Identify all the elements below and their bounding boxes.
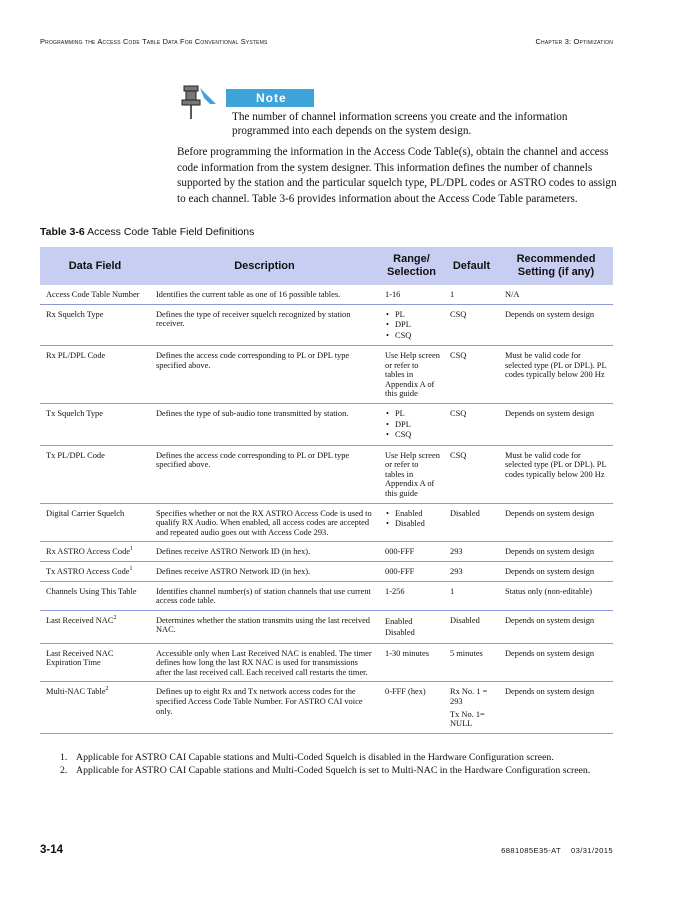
cell-default: CSQ [444, 404, 499, 446]
header-recommended: Recommended Setting (if any) [499, 247, 613, 285]
cell-data-field [40, 561, 150, 581]
table-row [40, 285, 613, 304]
header-data-field: Data Field [40, 247, 150, 285]
footnote-1-text: Applicable for ASTRO CAI Capable stations and Multi-Coded Squelch is disabled in the Hardware Configuration screen. [76, 752, 554, 763]
table-row [40, 581, 613, 610]
cell-range [379, 404, 444, 446]
push-pin-icon [170, 84, 218, 124]
table-caption-title: Access Code Table Field Definitions [87, 226, 255, 238]
cell-default: CSQ [444, 346, 499, 404]
table-body [40, 285, 613, 733]
range-option: • CSQ [385, 331, 440, 342]
cell-data-field [40, 682, 150, 733]
cell-data-field [40, 404, 150, 446]
running-header-left [40, 37, 268, 46]
cell-description: Defines receive ASTRO Network ID (in hex). [150, 561, 379, 581]
table-row [40, 542, 613, 562]
cell-recommended: Depends on system design [499, 610, 613, 643]
table-row [40, 445, 613, 503]
range-option: • CSQ [385, 430, 440, 441]
cell-range: 1-30 minutes [379, 643, 444, 682]
table-caption-number: Table 3-6 [40, 226, 85, 238]
cell-default: 1 [444, 285, 499, 304]
field-name: Digital Carrier Squelch [46, 508, 125, 518]
cell-description: Defines up to eight Rx and Tx network access codes for the specified Access Code Table Number. For ASTRO CAI voice only. [150, 682, 379, 733]
header-right-text: Chapter 3: Optimization [535, 37, 613, 46]
field-name: Channels Using This Table [46, 586, 137, 596]
cell-default: CSQ [444, 445, 499, 503]
cell-recommended: Depends on system design [499, 643, 613, 682]
cell-description: Defines the access code corresponding to PL or DPL type specified above. [150, 445, 379, 503]
table-row [40, 610, 613, 643]
cell-data-field [40, 581, 150, 610]
cell-range: 000-FFF [379, 561, 444, 581]
page-number: 3-14 [40, 844, 64, 856]
range-options-list [385, 310, 440, 342]
field-name: Access Code Table Number [46, 290, 140, 299]
default-line: Rx No. 1 = 293 [450, 687, 488, 707]
field-name: Last Received NAC Expiration Time [46, 648, 114, 668]
field-name: Rx Squelch Type [46, 309, 104, 319]
field-name: Tx PL/DPL Code [46, 450, 105, 460]
table-row [40, 561, 613, 581]
header-left-text: Programming the Access Code Table Data For Conventional Systems [40, 37, 268, 46]
table-row [40, 643, 613, 682]
cell-range: Use Help screen or refer to tables in Appendix A of this guide [379, 445, 444, 503]
cell-range: Use Help screen or refer to tables in Appendix A of this guide [379, 346, 444, 404]
cell-description: Defines receive ASTRO Network ID (in hex). [150, 542, 379, 562]
cell-default: 5 minutes [444, 643, 499, 682]
footnote-ref: 2 [105, 686, 109, 693]
field-name: Multi-NAC Table [46, 687, 106, 697]
cell-default: Disabled [444, 610, 499, 643]
cell-range: 1-16 [379, 285, 444, 304]
cell-range [379, 304, 444, 346]
cell-default: 1 [444, 581, 499, 610]
range-options-list [385, 409, 440, 441]
default-line: Tx No. 1= NULL [450, 709, 485, 729]
footnote-ref: 2 [113, 614, 117, 621]
footnote-2 [60, 764, 600, 777]
cell-default: CSQ [444, 304, 499, 346]
footnote-1 [60, 751, 600, 764]
cell-default [444, 682, 499, 733]
footnote-2-number: 2. [60, 765, 68, 776]
cell-default: Disabled [444, 503, 499, 542]
header-default: Default [444, 247, 499, 285]
footnote-2-text: Applicable for ASTRO CAI Capable stations and Multi-Coded Squelch is set to Multi-NAC in the Hardware Configuration screen. [76, 765, 591, 776]
document-id: 6881085E35-AT 03/31/2015 [501, 846, 613, 855]
cell-range [379, 503, 444, 542]
cell-description: Defines the type of sub-audio tone transmitted by station. [150, 404, 379, 446]
cell-data-field [40, 503, 150, 542]
cell-description: Defines the type of receiver squelch recognized by station receiver. [150, 304, 379, 346]
cell-recommended: Depends on system design [499, 404, 613, 446]
cell-range: 000-FFF [379, 542, 444, 562]
cell-description: Specifies whether or not the RX ASTRO Access Code is used to qualify RX Audio. When enabled, all access codes are accepted and repeated audio goes out with Access Code 293. [150, 503, 379, 542]
range-options-list [385, 509, 440, 530]
range-option: • PL [385, 409, 440, 420]
cell-description: Accessible only when Last Received NAC is enabled. The timer defines how long the last RX NAC is used for transmissions after the last received call. Each received call restarts the timer. [150, 643, 379, 682]
intro-paragraph: Before programming the information in the Access Code Table(s), obtain the channel and access code information from the system designer. This information defines the number of channels supported by the station and the particular squelch type, PL/DPL codes or ASTRO codes to assign to each channel. Table 3-6 provides information about the Access Code Table parameters. [177, 146, 617, 205]
footnote-ref: 1 [129, 546, 133, 553]
cell-recommended: N/A [499, 285, 613, 304]
range-option: Enabled [385, 616, 413, 626]
cell-data-field [40, 346, 150, 404]
field-name: Tx ASTRO Access Code [46, 566, 130, 576]
header-range: Range/ Selection [379, 247, 444, 285]
cell-data-field [40, 610, 150, 643]
cell-recommended: Depends on system design [499, 304, 613, 346]
cell-data-field [40, 643, 150, 682]
cell-recommended: Depends on system design [499, 503, 613, 542]
cell-data-field [40, 445, 150, 503]
cell-default: 293 [444, 561, 499, 581]
cell-default: 293 [444, 542, 499, 562]
cell-description: Identifies the current table as one of 16 possible tables. [150, 285, 379, 304]
cell-data-field [40, 542, 150, 562]
field-name: Rx ASTRO Access Code [46, 547, 130, 557]
table-row [40, 404, 613, 446]
cell-data-field [40, 285, 150, 304]
access-code-table [40, 247, 613, 734]
note-text: The number of channel information screens you create and the information programmed into each depends on the system design. [232, 111, 568, 137]
table-caption [40, 226, 254, 238]
cell-recommended: Depends on system design [499, 682, 613, 733]
table-row [40, 503, 613, 542]
cell-description: Determines whether the station transmits using the last received NAC. [150, 610, 379, 643]
cell-recommended: Status only (non-editable) [499, 581, 613, 610]
cell-recommended: Must be valid code for selected type (PL or DPL). PL codes typically below 200 Hz [499, 445, 613, 503]
cell-range [379, 610, 444, 643]
cell-data-field [40, 304, 150, 346]
table-row [40, 346, 613, 404]
running-header-right [535, 37, 613, 46]
cell-recommended: Must be valid code for selected type (PL or DPL). PL codes typically below 200 Hz [499, 346, 613, 404]
field-name: Rx PL/DPL Code [46, 351, 106, 361]
range-option: • Disabled [385, 519, 440, 530]
cell-range: 0-FFF (hex) [379, 682, 444, 733]
table-header-row [40, 247, 613, 285]
range-option: • DPL [385, 420, 440, 431]
table-row [40, 682, 613, 733]
cell-description: Identifies channel number(s) of station channels that use current access code table. [150, 581, 379, 610]
range-option: • Enabled [385, 509, 440, 520]
note-label: Note [226, 89, 314, 107]
cell-range: 1-256 [379, 581, 444, 610]
cell-description: Defines the access code corresponding to PL or DPL type specified above. [150, 346, 379, 404]
field-name: Tx Squelch Type [46, 409, 103, 419]
cell-recommended: Depends on system design [499, 561, 613, 581]
field-name: Last Received NAC [46, 615, 114, 625]
range-option: • PL [385, 310, 440, 321]
footnote-1-number: 1. [60, 752, 68, 763]
footnote-ref: 1 [129, 566, 133, 573]
table-row [40, 304, 613, 346]
range-option: Disabled [385, 628, 415, 638]
cell-recommended: Depends on system design [499, 542, 613, 562]
header-description: Description [150, 247, 379, 285]
footnotes [60, 751, 600, 777]
range-option: • DPL [385, 320, 440, 331]
